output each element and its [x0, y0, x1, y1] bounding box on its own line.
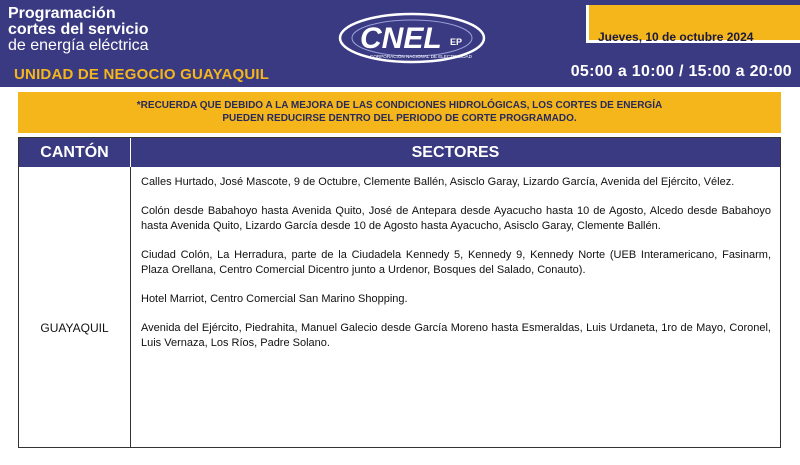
logo-subtext: CORPORACIÓN NACIONAL DE ELECTRICIDAD [370, 54, 472, 59]
column-divider [130, 167, 131, 447]
sector-item: Avenida del Ejército, Piedrahita, Manuel Galecio desde García Moreno hasta Esmeraldas, Luis Urdaneta, 1ro de Mayo, Coronel, Luis Vernaza, Los Ríos, Padre Solano. [141, 322, 771, 349]
title-line-2: cortes del servicio [8, 21, 149, 38]
column-header-sectores: SECTORES [411, 144, 500, 161]
schedule-table [18, 137, 781, 448]
notice-banner [18, 92, 781, 133]
column-header-canton: CANTÓN [19, 138, 131, 167]
schedule-times: 05:00 a 10:00 / 15:00 a 20:00 [570, 63, 792, 80]
title-line-3: de energía eléctrica [8, 37, 149, 54]
sector-item: Hotel Marriot, Centro Comercial San Marino Shopping. [141, 293, 408, 305]
page-title [8, 6, 149, 54]
title-line-1: Programación [8, 5, 116, 22]
header-banner [0, 0, 800, 87]
table-header [19, 138, 780, 167]
sector-item: Colón desde Babahoyo hasta Avenida Quito, José de Antepara desde Ayacucho hasta 10 de Agosto, Alcedo desde Babahoyo hasta Avenida Quito, Lizardo García desde 10 de Agosto hasta Ayacucho, Asisclo Garay, Clemente Ballén. [141, 205, 771, 232]
canton-name: GUAYAQUIL [40, 321, 109, 335]
sectors-list [141, 175, 771, 365]
notice-line-2: PUEDEN REDUCIRSE DENTRO DEL PERIODO DE CORTE PROGRAMADO. [222, 113, 577, 124]
schedule-date: Jueves, 10 de octubre 2024 [598, 30, 754, 44]
business-unit-label: UNIDAD DE NEGOCIO GUAYAQUIL [14, 66, 270, 83]
logo-suffix: EP [450, 37, 463, 47]
notice-line-1: *RECUERDA QUE DEBIDO A LA MEJORA DE LAS CONDICIONES HIDROLÓGICAS, LOS CORTES DE ENERGÍA [136, 100, 663, 111]
sector-item: Ciudad Colón, La Herradura, parte de la Ciudadela Kennedy 5, Kennedy 9, Kennedy Norte (UEB Interamericano, Fasinarm, Plaza Orellana, Centro Comercial Dicentro junto a Urdenor, Bosques del Salado, Conauto). [141, 249, 771, 276]
sector-item: Calles Hurtado, José Mascote, 9 de Octubre, Clemente Ballén, Asisclo Garay, Lizardo García, Avenida del Ejército, Vélez. [141, 176, 735, 188]
cnel-logo-icon [338, 12, 488, 68]
logo-text: CNEL [360, 22, 442, 55]
